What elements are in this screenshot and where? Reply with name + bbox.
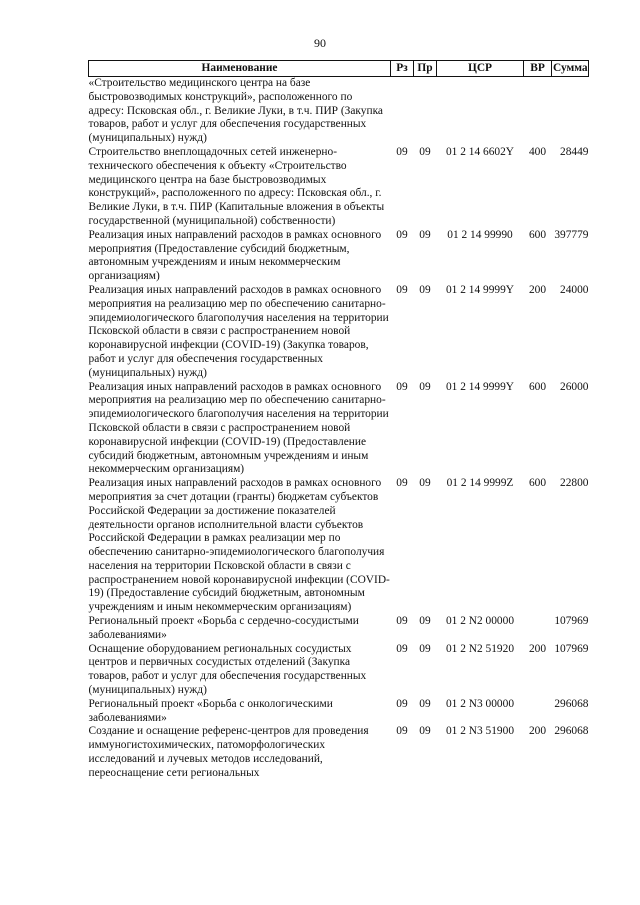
table-row [89,284,589,381]
row-name: «Строительство медицинского центра на базе быстровозводимых конструкций», расположенного по адресу: Псковская обл., г. Великие Луки, в т.ч. ПИР (Закупка товаров, работ и услуг для обеспечения государственных (муниципальных) нужд) [88,77,383,145]
table-row [89,477,589,615]
row-sum: 107969 [554,615,589,628]
row-name: Реализация иных направлений расходов в рамках основного мероприятия (Предоставление субсидий бюджетным, автономным учреждениям и иным некоммерческим организациям) [88,228,382,283]
row-pr: 09 [419,283,431,296]
row-pr: 09 [419,228,431,241]
row-sum: 107969 [554,642,589,655]
row-rz [391,77,414,146]
row-sum: 28449 [560,145,589,158]
row-rz: 09 [396,642,408,655]
row-csr: 01 2 14 9999Y [445,283,515,296]
row-rz: 09 [396,725,408,738]
row-vr: 200 [528,283,547,296]
page-number: 90 [314,36,326,50]
row-name: Реализация иных направлений расходов в рамках основного мероприятия на реализацию мер по обеспечению санитарно-эпидемиологического благополучия населения на территории Псковской области в связи с распространением новой коронавирусной инфекции (COVID-19) (Предоставление субсидий бюджетным, автономным учреждениям и иным некоммерческим организациям) [88,380,389,476]
row-csr: 01 2 N3 51900 [445,725,515,738]
row-sum: 24000 [560,283,589,296]
row-csr: 01 2 N2 00000 [445,615,515,628]
row-pr: 09 [419,725,431,738]
row-vr: 600 [528,228,547,241]
row-sum: 296068 [554,697,589,710]
table-row [89,381,589,478]
header-sum: Сумма [552,61,589,77]
row-rz: 09 [396,228,408,241]
row-rz: 09 [396,697,408,710]
header-csr: ЦСР [437,61,524,77]
row-pr: 09 [419,615,431,628]
row-name: Строительство внеплощадочных сетей инженерно-технического обеспечения к объекту «Строительство медицинского центра на базе быстровозводимых конструкций», расположенного по адресу: Псковская обл., г. Великие Луки, в т.ч. ПИР (Капитальные вложения в объекты государственной (муниципальной) собственности) [88,145,385,227]
row-vr: 400 [528,145,547,158]
row-vr: 600 [528,380,547,393]
header-rz: Рз [391,61,414,77]
row-sum [552,77,589,146]
row-csr: 01 2 N2 51920 [445,642,515,655]
budget-table [88,60,589,781]
header-pr: Пр [414,61,437,77]
row-name: Региональный проект «Борьба с сердечно-сосудистыми заболеваниями» [88,615,359,641]
row-rz: 09 [396,145,408,158]
row-name: Создание и оснащение референс-центров для проведения иммуногистохимических, патоморфологических исследований и лучевых методов исследований, переоснащение сети региональных [88,725,369,779]
row-name: Региональный проект «Борьба с онкологическими заболеваниями» [88,697,333,724]
row-sum: 296068 [554,725,589,738]
row-pr: 09 [419,380,431,393]
row-name: Реализация иных направлений расходов в рамках основного мероприятия на реализацию мер по обеспечению санитарно-эпидемиологического благополучия населения на территории Псковской области в связи с распространением новой коронавирусной инфекции (COVID-19) (Закупка товаров, работ и услуг для обеспечения государственных (муниципальных) нужд) [88,283,389,379]
table-row [89,77,589,146]
header-name: Наименование [89,61,391,77]
row-vr [524,698,552,726]
row-rz: 09 [396,380,408,393]
row-name: Реализация иных направлений расходов в рамках основного мероприятия за счет дотации (гранты) бюджетам субъектов Российской Федерации за достижение показателей деятельности органов исполнительной власти субъектов Российской Федерации в рамках реализации мер по обеспечению санитарно-эпидемиологического благополучия населения на территории Псковской области в связи с распространением новой коронавирусной инфекции (COVID-19) (Предоставление субсидий бюджетным, автономным учреждениям и иным некоммерческим организациям) [88,477,390,614]
table-row [89,229,589,284]
row-vr: 600 [528,477,547,490]
table-row [89,615,589,643]
row-sum: 26000 [560,380,589,393]
table-row [89,725,589,780]
row-csr: 01 2 14 9999Z [446,477,514,490]
row-csr: 01 2 N3 00000 [445,697,515,710]
row-rz: 09 [396,283,408,296]
row-pr: 09 [419,477,431,490]
row-sum: 22800 [560,477,589,490]
row-csr [437,77,524,146]
table-row [89,146,589,229]
row-csr: 01 2 14 99990 [447,228,513,241]
row-rz: 09 [396,615,408,628]
table-row [89,698,589,726]
row-name: Оснащение оборудованием региональных сосудистых центров и первичных сосудистых отделений (Закупка товаров, работ и услуг для обеспечения государственных (муниципальных) нужд) [88,642,367,697]
row-pr: 09 [419,642,431,655]
row-pr: 09 [419,697,431,710]
row-rz: 09 [396,477,408,490]
row-pr: 09 [419,145,431,158]
table-header-row [89,61,589,77]
row-pr [414,77,437,146]
row-vr [524,77,552,146]
row-csr: 01 2 14 9999Y [445,380,515,393]
table-row [89,643,589,698]
row-vr: 200 [528,642,547,655]
row-vr [524,615,552,643]
row-vr: 200 [528,725,547,738]
row-sum: 397779 [554,228,589,241]
header-vr: ВР [524,61,552,77]
row-csr: 01 2 14 6602Y [445,145,515,158]
